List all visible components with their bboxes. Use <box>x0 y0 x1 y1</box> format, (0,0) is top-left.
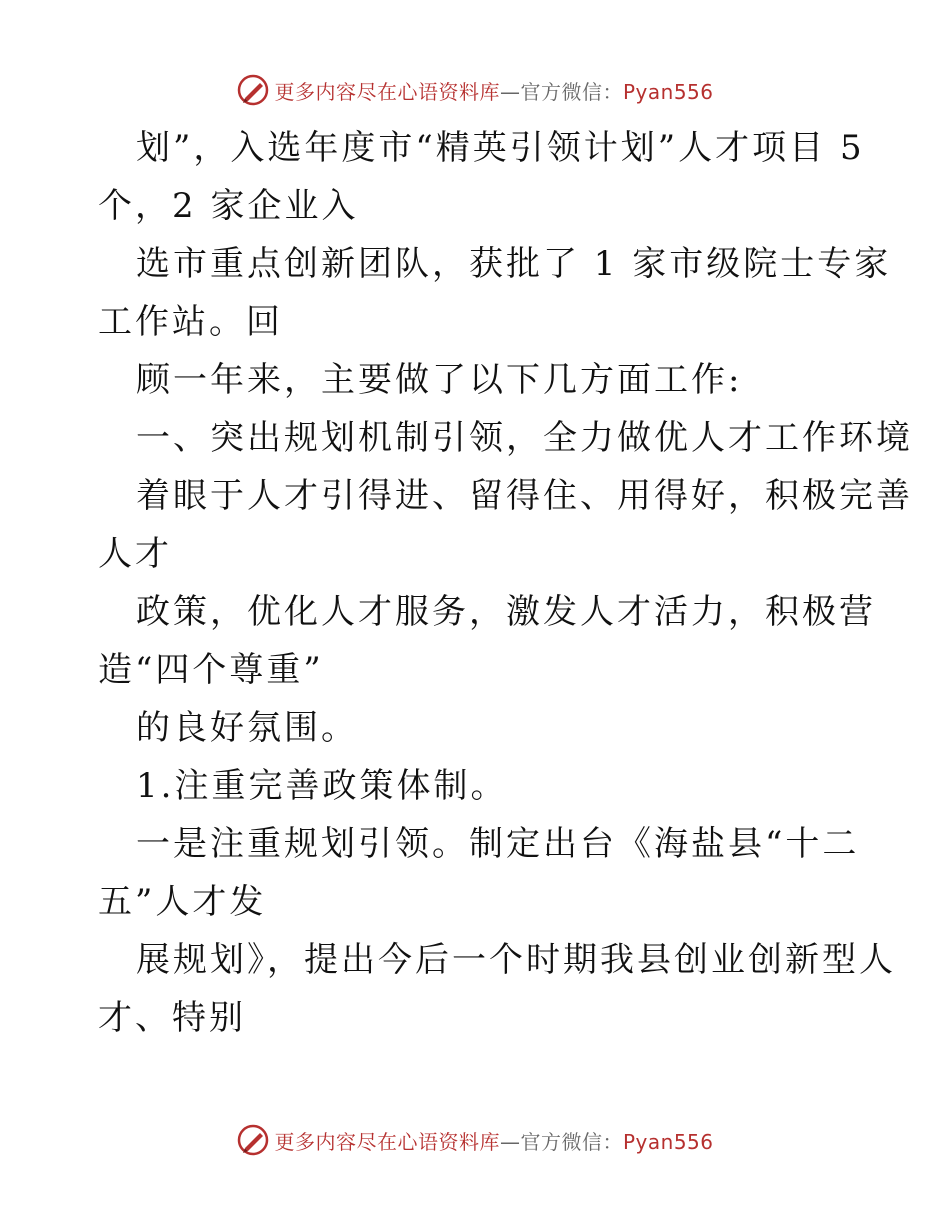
wechat-id: Pyan556 <box>622 1129 714 1154</box>
body-line: 一、突出规划机制引领，全力做优人才工作环境 <box>136 418 913 458</box>
body-line: 人才 <box>98 534 172 574</box>
header-banner <box>0 70 950 110</box>
body-line: 工作站。回 <box>98 302 283 342</box>
body-line: 造“四个尊重” <box>98 650 324 690</box>
body-line: 的良好氛围。 <box>136 708 358 748</box>
site-name: 更多内容尽在心语资料库 <box>274 79 500 104</box>
wechat-id: Pyan556 <box>622 79 714 104</box>
body-line: 顾一年来，主要做了以下几方面工作: <box>136 360 743 400</box>
footer-banner <box>0 1120 950 1160</box>
official-label: 官方微信： <box>520 79 623 104</box>
banner-dash: — <box>499 1129 521 1154</box>
body-line: 选市重点创新团队，获批了 1 家市级院士专家 <box>136 244 892 284</box>
pen-logo-icon <box>236 73 270 107</box>
body-line: 展规划》，提出今后一个时期我县创业创新型人 <box>136 940 896 980</box>
site-name: 更多内容尽在心语资料库 <box>274 1129 500 1154</box>
pen-logo-icon <box>236 1123 270 1157</box>
body-line: 五”人才发 <box>98 882 267 922</box>
body-line: 个，2 家企业入 <box>98 186 359 226</box>
footer-banner-text <box>274 1126 713 1155</box>
official-label: 官方微信： <box>520 1129 623 1154</box>
body-line: 1.注重完善政策体制。 <box>136 766 508 806</box>
banner-dash: — <box>499 79 521 104</box>
body-line: 政策，优化人才服务，激发人才活力，积极营 <box>136 592 876 632</box>
body-line: 着眼于人才引得进、留得住、用得好，积极完善 <box>136 476 913 516</box>
body-line: 一是注重规划引领。制定出台《海盐县“十二 <box>136 824 860 864</box>
body-line: 划”，入选年度市“精英引领计划”人才项目 5 <box>136 128 865 168</box>
header-banner-text <box>274 76 713 105</box>
body-line: 才、特别 <box>98 998 246 1038</box>
